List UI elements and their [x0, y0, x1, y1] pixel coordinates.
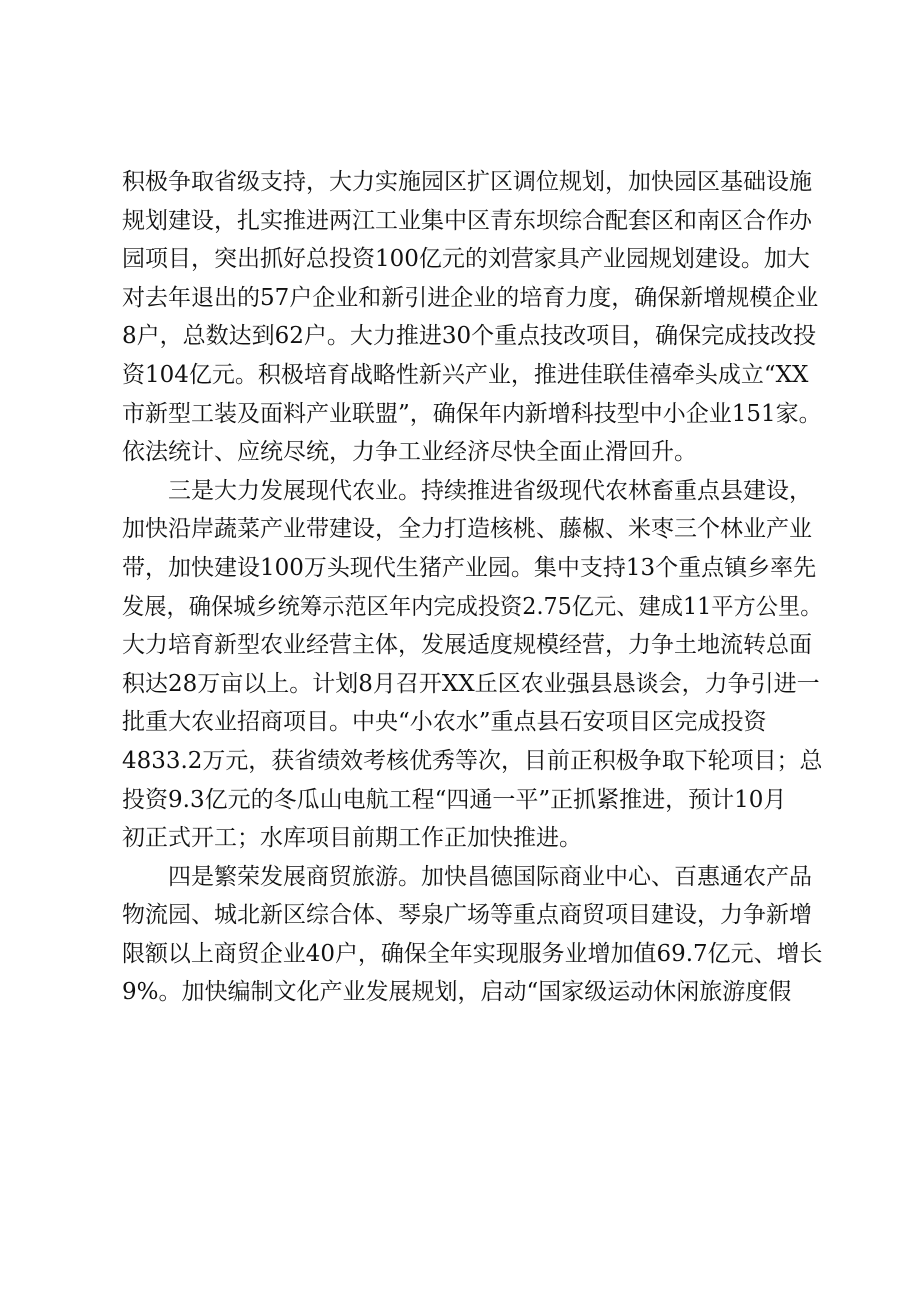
text-line: 限额以上商贸企业40户，确保全年实现服务业增加值69.7亿元、增长 [122, 940, 823, 967]
text-line: 四是繁荣发展商贸旅游。加快昌德国际商业中心、百惠通农产品 [168, 863, 812, 890]
paragraph [122, 858, 822, 1012]
text-line: 资104亿元。积极培育战略性新兴产业，推进佳联佳禧牵头成立“XX [122, 361, 809, 388]
text-line: 初正式开工；水库项目前期工作正加快推进。 [122, 825, 582, 852]
text-line: 加快沿岸蔬菜产业带建设，全力打造核桃、藤椒、米枣三个林业产业 [122, 516, 812, 543]
text-line: 带，加快建设100万头现代生猪产业园。集中支持13个重点镇乡率先 [122, 554, 817, 581]
text-line: 9%。加快编制文化产业发展规划，启动“国家级运动休闲旅游度假 [122, 979, 792, 1006]
text-line: 发展，确保城乡统筹示范区年内完成投资2.75亿元、建成11平方公里。 [122, 593, 823, 620]
text-line: 市新型工装及面料产业联盟”，确保年内新增科技型中小企业151家。 [122, 400, 822, 427]
text-line: 大力培育新型农业经营主体，发展适度规模经营，力争土地流转总面 [122, 632, 812, 659]
text-line: 三是大力发展现代农业。持续推进省级现代农林畜重点县建设， [168, 477, 812, 504]
paragraph [122, 472, 822, 858]
text-line: 园项目，突出抓好总投资100亿元的刘营家具产业园规划建设。加大 [122, 246, 810, 273]
text-line: 8户，总数达到62户。大力推进30个重点技改项目，确保完成技改投 [122, 323, 817, 350]
text-line: 4833.2万元，获省绩效考核优秀等次，目前正积极争取下轮项目；总 [122, 747, 823, 774]
text-line: 规划建设，扎实推进两江工业集中区青东坝综合配套区和南区合作办 [122, 207, 812, 234]
text-line: 对去年退出的57户企业和新引进企业的培育力度，确保新增规模企业 [122, 284, 819, 311]
text-line: 积极争取省级支持，大力实施园区扩区调位规划，加快园区基础设施 [122, 169, 812, 195]
paragraph [122, 163, 822, 472]
text-line: 依法统计、应统尽统，力争工业经济尽快全面止滑回升。 [122, 439, 697, 466]
document-body [122, 163, 822, 1012]
text-line: 批重大农业招商项目。中央“小农水”重点县石安项目区完成投资 [122, 709, 767, 736]
text-line: 投资9.3亿元的冬瓜山电航工程“四通一平”正抓紧推进，预计10月 [122, 786, 787, 813]
text-line: 积达28万亩以上。计划8月召开XX丘区农业强县恳谈会，力争引进一 [122, 670, 820, 697]
text-line: 物流园、城北新区综合体、琴泉广场等重点商贸项目建设，力争新增 [122, 902, 812, 929]
